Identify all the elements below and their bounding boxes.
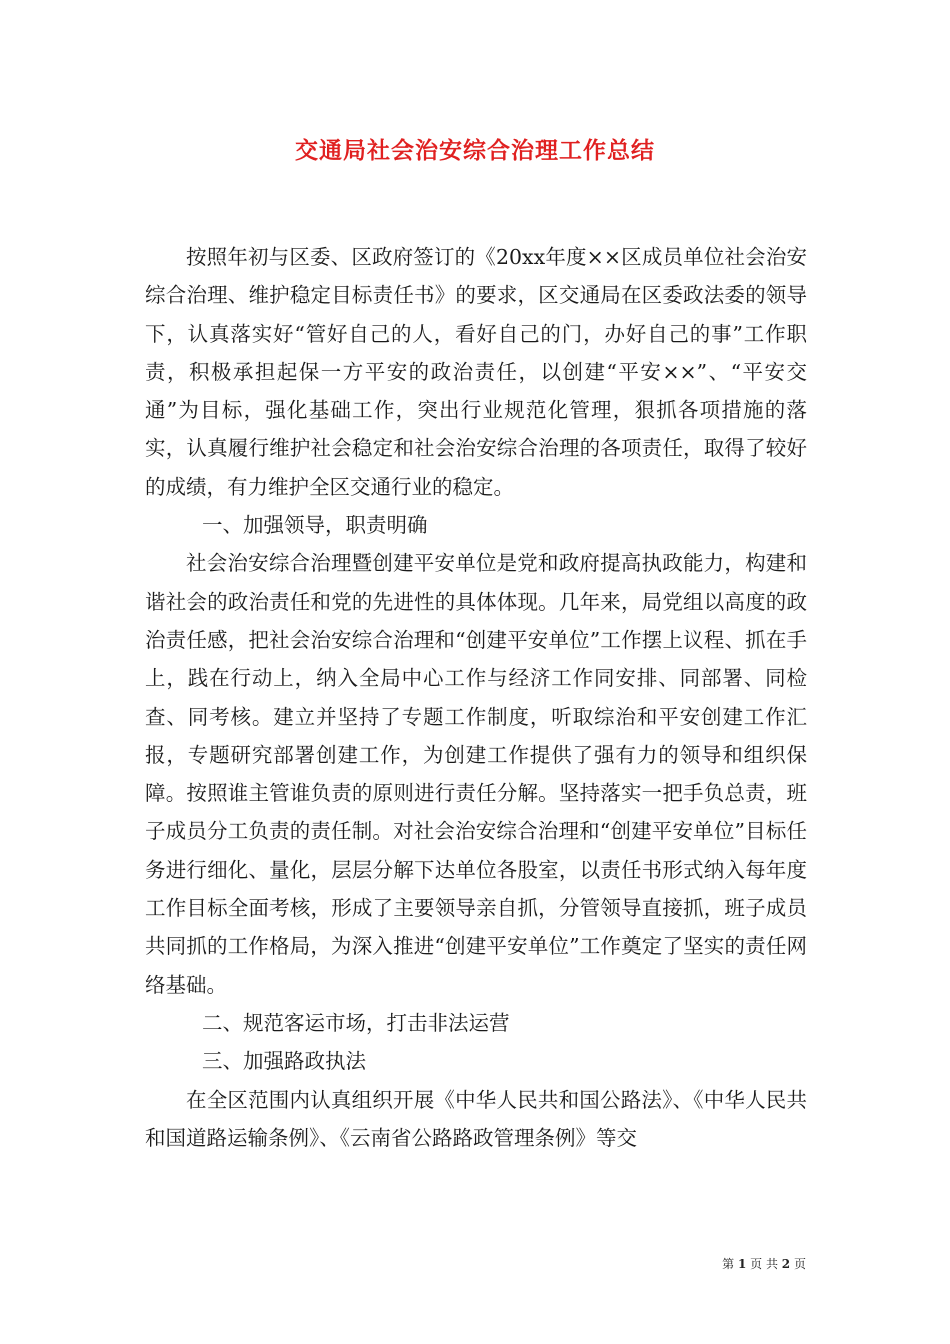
document-title: 交通局社会治安综合治理工作总结 xyxy=(295,137,655,164)
footer-prefix: 第 xyxy=(722,1257,735,1271)
footer-suffix: 页 xyxy=(793,1257,806,1271)
footer-current-page: 1 xyxy=(737,1257,747,1271)
section-heading-1: 一、加强领导，职责明确 xyxy=(202,513,428,538)
paragraph-intro: 按照年初与区委、区政府签订的《20xx年度××区成员单位社会治安综合治理、维护稳定目标责任书》的要求，区交通局在区委政法委的领导下，认真落实好“管好自己的人，看好自己的门，办好自己的事”工作职责，积极承担起保一方平安的政治责任，以创建“平安××”、“平安交通”为目标，强化基础工作，突出行业规范化管理，狠抓各项措施的落实，认真履行维护社会稳定和社会治安综合治理的各项责任，取得了较好的成绩，有力维护全区交通行业的稳定。 xyxy=(145,245,807,499)
paragraph-section-1: 社会治安综合治理暨创建平安单位是党和政府提高执政能力，构建和谐社会的政治责任和党的先进性的具体体现。几年来，局党组以高度的政治责任感，把社会治安综合治理和“创建平安单位”工作摆上议程、抓在手上，践在行动上，纳入全局中心工作与经济工作同安排、同部署、同检查、同考核。建立并坚持了专题工作制度，听取综治和平安创建工作汇报，专题研究部署创建工作，为创建工作提供了强有力的领导和组织保障。按照谁主管谁负责的原则进行责任分解。坚持落实一把手负总责，班子成员分工负责的责任制。对社会治安综合治理和“创建平安单位”目标任务进行细化、量化，层层分解下达单位各股室，以责任书形式纳入每年度工作目标全面考核，形成了主要领导亲自抓，分管领导直接抓，班子成员共同抓的工作格局，为深入推进“创建平安单位”工作奠定了坚实的责任网络基础。 xyxy=(145,551,807,997)
paragraph-section-3: 在全区范围内认真组织开展《中华人民共和国公路法》、《中华人民共和国道路运输条例》、《云南省公路路政管理条例》等交 xyxy=(145,1087,807,1150)
document-body xyxy=(145,238,807,1157)
page-number-footer xyxy=(722,1255,806,1272)
footer-total-pages: 2 xyxy=(781,1257,791,1271)
section-heading-3: 三、加强路政执法 xyxy=(202,1049,366,1074)
section-heading-2: 二、规范客运市场，打击非法运营 xyxy=(202,1010,510,1035)
footer-middle: 页 共 xyxy=(750,1257,778,1271)
